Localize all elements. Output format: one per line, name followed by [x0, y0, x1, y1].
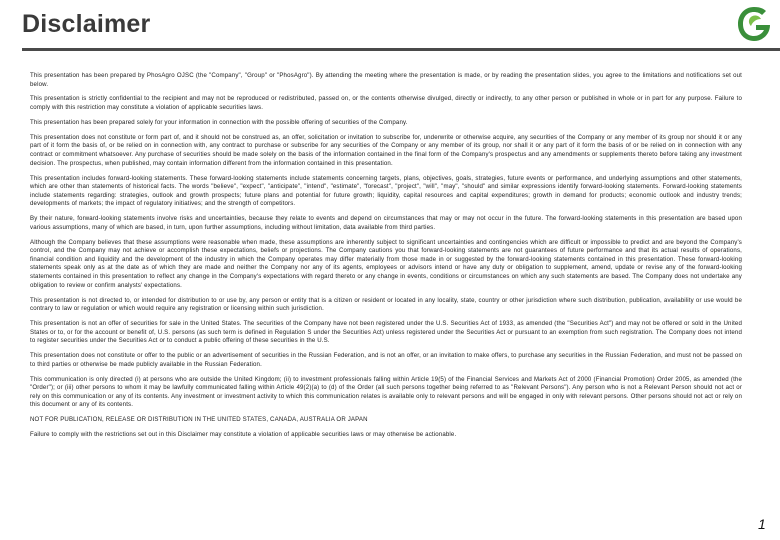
paragraph: NOT FOR PUBLICATION, RELEASE OR DISTRIBUTION IN THE UNITED STATES, CANADA, AUSTRALIA OR JAPAN: [30, 416, 368, 424]
paragraph: This presentation does not constitute or form part of, and it should not be construed as, an offer, solicitation or invitation to subscribe for, underwrite or otherwise acquire, any securities of the Company or any member of its group nor should it or any part of it form the basis of, or be relied on in connection with, any contract to purchase or subscribe for any securities of the Company or any member of its group, nor shall it or any part of it form the basis of or be relied on in connection with any contract or commitment whatsoever. Any purchase of securities should be made solely on the basis of the information contained in the final form of the Company's prospectus and any amendments or supplements thereto before taking any investment decision. The prospectus, when published, may contain information different from the information contained in this presentation.: [30, 133, 742, 167]
paragraph: This presentation has been prepared solely for your information in connection with the possible offering of securities of the Company.: [30, 118, 408, 126]
paragraph: This presentation is strictly confidential to the recipient and may not be reproduced or redistributed, passed on, or the contents otherwise divulged, directly or indirectly, to any other person or published in whole or in part for any purpose. Failure to comply with this restriction may constitute a violation of applicable securities laws.: [30, 95, 742, 112]
paragraph: This presentation has been prepared by PhosAgro OJSC (the "Company", "Group" or "PhosAgro"). By attending the meeting where the presentation is made, or by reading the presentation slides, you agree to the limitations and notifications set out below.: [30, 72, 742, 88]
page-title: Disclaimer: [22, 10, 151, 38]
paragraph: This presentation is not directed to, or intended for distribution to or use by, any person or entity that is a citizen or resident or located in any locality, state, country or other jurisdiction where such distribution, publication, availability or use would be contrary to law or regulation or which would require any registration or licensing within such jurisdiction.: [30, 296, 742, 313]
paragraph: This communication is only directed (i) at persons who are outside the United Kingdom; (ii) to investment professionals falling within Article 19(5) of the Financial Services and Markets Act of 2000 (Financial Promotion) Order 2005, as amended (the "Order"); or (iii) other persons to whom it may be lawfully communicated falling within Article 49(2)(a) to (d) of the Order (all such persons together being referred to as "Relevant Persons"). Any person who is not a Relevant Person should not act or rely on this communication or any of its contents. Any investment or investment activity to which this communication relates is available only to relevant persons and will be engaged in only with relevant persons. Other persons should not act or rely on this document or any of its contents.: [30, 375, 742, 409]
paragraph: Although the Company believes that these assumptions were reasonable when made, these assumptions are inherently subject to significant uncertainties and contingencies which are difficult or impossible to predict and are beyond the Company's control, and the Company may not achieve or accomplish these expectations, beliefs or projections. The Company cautions you that forward-looking statements are not guarantees of future performance and that its actual results of operations, financial condition and liquidity and the development of the industry in which the Company operates may differ materially from those made in or suggested by the forward-looking statements contained in this presentation. These forward-looking statements speak only as at the date as of which they are made and neither the Company nor any of its agents, employees or advisors intend or have any duty or obligation to supplement, amend, update or revise any of the forward-looking statements contained in this presentation to reflect any change in the Company's expectations with regard thereto or any change in events, conditions or circumstances on which any such statements are based. The Company does not undertake any obligation to review or confirm analysts' expectations.: [30, 238, 742, 289]
disclaimer-body: [30, 72, 742, 446]
paragraph: Failure to comply with the restrictions set out in this Disclaimer may constitute a violation of applicable securities laws or may otherwise be actionable.: [30, 431, 457, 439]
paragraph: This presentation is not an offer of securities for sale in the United States. The securities of the Company have not been registered under the U.S. Securities Act of 1933, as amended (the "Securities Act") and may not be offered or sold in the United States or to, or for the account or benefit of, U.S. persons (as such term is defined in Regulation S under the Securities Act) unless registered under the Securities Act or pursuant to an exemption from such registration. The Company does not intend to register securities under the Securities Act or to conduct a public offering of these securities in the U.S.: [30, 320, 742, 345]
page-number: 1: [758, 516, 766, 532]
leaf-g-logo-icon: [734, 4, 774, 44]
paragraph: This presentation includes forward-looking statements. These forward-looking statements include statements concerning targets, plans, objectives, goals, strategies, future events or performance, and underlying assumptions and other statements, which are other than statements of historical facts. The words "believe", "expect", "anticipate", "intend", "estimate", "forecast", "project", "will", "may", "should" and similar expressions identify forward-looking statements. Forward-looking statements include statements regarding: strategies, outlook and growth prospects; future plans and potential for future growth; liquidity, capital resources and capital expenditures; growth in demand for products; economic outlook and industry trends; developments of markets; the impact of regulatory initiatives; and the strength of competitors.: [30, 174, 742, 208]
paragraph: This presentation does not constitute or offer to the public or an advertisement of securities in the Russian Federation, and is not an offer, or an invitation to make offers, to purchase any securities in the Russian Federation, and must not be passed on to third parties or otherwise be made publicly available in the Russian Federation.: [30, 352, 742, 368]
paragraph: By their nature, forward-looking statements involve risks and uncertainties, because they relate to events and depend on circumstances that may or may not occur in the future. The forward-looking statements in this presentation are based upon various assumptions, many of which are based, in turn, upon further assumptions, including without limitation, data available from third parties.: [30, 215, 742, 231]
title-divider: [22, 48, 780, 51]
